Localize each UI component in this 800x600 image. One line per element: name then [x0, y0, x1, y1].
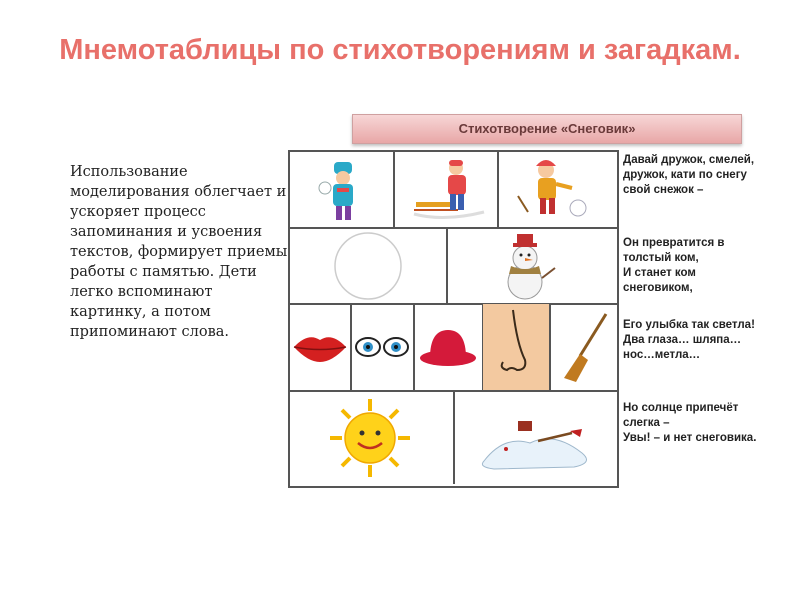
table-row	[290, 152, 617, 229]
poem-stanza-4: Но солнце припечёт слегка – Увы! – и нет снеговика.	[623, 402, 757, 444]
sun-icon	[290, 391, 453, 484]
lips-icon	[290, 304, 350, 390]
table-cell	[290, 228, 448, 303]
table-cell	[290, 391, 455, 484]
table-cell	[498, 152, 617, 227]
table-cell	[454, 391, 617, 484]
table-row	[290, 304, 617, 392]
nose-icon	[483, 304, 549, 390]
table-cell	[447, 228, 617, 303]
table-row	[290, 228, 617, 305]
broom-icon	[550, 304, 617, 390]
poem-stanza-1: Давай дружок, смелей, дружок, кати по снегу свой снежок –	[623, 154, 755, 196]
child-with-sled-icon	[394, 152, 497, 227]
child-rolling-snowball-icon	[498, 152, 617, 227]
poem-stanza-3: Его улыбка так светла! Два глаза… шляпа… нос…метла…	[623, 319, 755, 361]
table-cell	[394, 152, 499, 227]
child-with-snowball-icon	[290, 152, 393, 227]
eyes-icon	[351, 304, 413, 390]
mnemonic-table	[288, 150, 619, 488]
melted-snowman-icon	[454, 391, 617, 484]
poem-title-banner: Стихотворение «Снеговик»	[352, 114, 742, 144]
table-cell	[414, 304, 484, 390]
table-cell	[351, 304, 415, 390]
snowball-circle-icon	[290, 228, 446, 303]
poem-stanza-2: Он превратится в толстый ком, И станет ком снеговиком,	[623, 237, 725, 294]
table-cell	[290, 304, 352, 390]
snowman-icon	[447, 228, 617, 303]
page-title: Мнемотаблицы по стихотворениям и загадкам.	[59, 34, 741, 66]
table-row	[290, 391, 617, 484]
table-cell	[550, 304, 617, 390]
table-cell	[290, 152, 395, 227]
description-text: Использование моделирования облегчает и ускоряет процесс запоминания и усвоения текстов, формирует приемы работы с памятью. Дети легко вспоминают картинку, а потом припоминают слова.	[70, 164, 288, 340]
hat-icon	[414, 304, 482, 390]
table-cell	[483, 304, 551, 390]
